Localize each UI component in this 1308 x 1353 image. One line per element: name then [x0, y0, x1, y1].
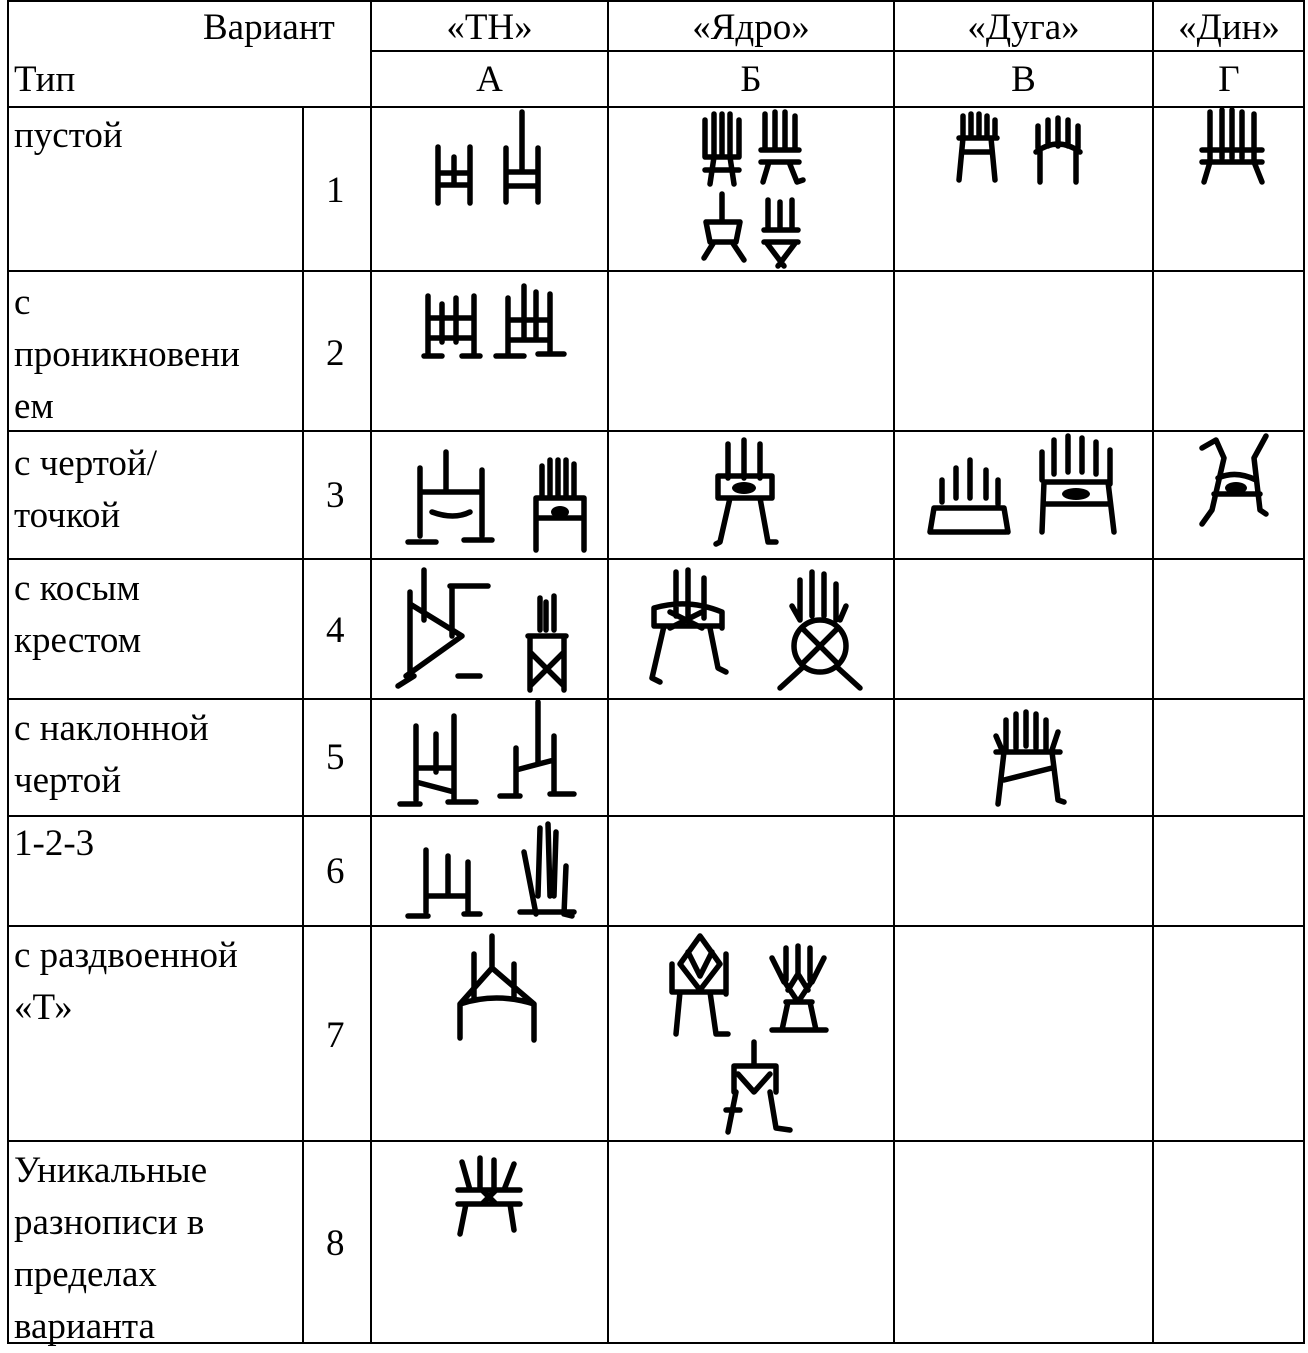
glyph-cher-v1-icon [928, 458, 1010, 538]
row-type-label: с наклонной чертой [14, 708, 209, 801]
table-border-left [7, 0, 9, 1344]
column-name-tn: «ТН» [446, 7, 533, 48]
row-divider [7, 1140, 1305, 1142]
col-divider [893, 0, 895, 1344]
column-letter-b: Б [740, 59, 762, 100]
glyph-pust-b4-icon [760, 198, 802, 268]
glyph-pron-a1-icon [422, 290, 480, 362]
column-letter-a: А [476, 59, 503, 100]
glyph-pust-a1-icon [432, 145, 477, 205]
glyph-razd-b3-icon [720, 1040, 792, 1136]
glyph-kos-a2-icon [522, 594, 572, 694]
row-type-label: с чертой/ точкой [14, 443, 157, 536]
glyph-pust-b2-icon [757, 110, 803, 185]
glyph-cher-g1-icon [1196, 434, 1272, 528]
row-number: 5 [326, 737, 345, 778]
header-variant-label: Вариант [203, 7, 335, 48]
glyph-odt-a2-icon [514, 822, 576, 922]
row-type-label: с раздвоенной «Т» [14, 935, 238, 1028]
col-divider [1152, 0, 1154, 1344]
glyph-nak-a2-icon [498, 700, 578, 800]
glyph-pust-b1-icon [700, 112, 744, 187]
glyph-pust-v1-icon [955, 112, 1000, 184]
table-border-right [1303, 0, 1305, 1344]
glyph-odt-a1-icon [404, 848, 484, 920]
row-divider [7, 106, 1305, 108]
row-number: 8 [326, 1223, 345, 1264]
row-type-label: пустой [14, 115, 123, 156]
type-num-divider [302, 106, 304, 1344]
row-divider [7, 558, 1305, 560]
row-divider [7, 815, 1305, 817]
row-number: 1 [326, 170, 345, 211]
glyph-uni-a1-icon [456, 1156, 522, 1236]
glyph-pron-a2-icon [494, 284, 566, 364]
header-type-label: Тип [14, 59, 76, 100]
column-letter-v: В [1011, 59, 1036, 100]
glyph-cher-a2-icon [530, 458, 590, 554]
row-type-label: с проникновени ем [14, 282, 240, 427]
glyph-kos-a1-icon [396, 566, 492, 692]
glyph-nak-a1-icon [398, 712, 478, 808]
row-divider [7, 698, 1305, 700]
glyph-pust-b3-icon [700, 192, 748, 264]
glyph-nak-v1-icon [990, 710, 1066, 806]
glyph-kos-b2-icon [774, 570, 866, 694]
column-letter-g: Г [1218, 59, 1240, 100]
row-type-label: 1-2-3 [14, 823, 95, 864]
row-type-label: с косым крестом [14, 568, 142, 661]
glyph-pust-v2-icon [1030, 116, 1086, 186]
column-name-din: «Дин» [1178, 7, 1280, 48]
row-number: 2 [326, 333, 345, 374]
col-divider [607, 0, 609, 1344]
column-name-duga: «Дуга» [967, 7, 1080, 48]
glyph-cher-a1-icon [406, 450, 494, 545]
row-divider [7, 925, 1305, 927]
row-number: 7 [326, 1015, 345, 1056]
col-divider [370, 0, 372, 1344]
row-number: 3 [326, 475, 345, 516]
glyph-kos-b1-icon [648, 568, 728, 686]
row-number: 4 [326, 610, 345, 651]
glyph-razd-b1-icon [666, 934, 742, 1040]
row-divider [7, 270, 1305, 272]
glyph-razd-b2-icon [766, 944, 830, 1038]
row-type-label: Уникальные разнописи в пределах варианта [14, 1150, 208, 1347]
glyph-cher-v2-icon [1036, 434, 1120, 538]
glyph-pust-a2-icon [500, 110, 545, 205]
row-number: 6 [326, 851, 345, 892]
column-name-yadro: «Ядро» [692, 7, 810, 48]
glyph-pust-g1-icon [1198, 108, 1266, 188]
glyph-razd-a1-icon [454, 934, 540, 1046]
glyph-cher-b1-icon [714, 438, 776, 550]
